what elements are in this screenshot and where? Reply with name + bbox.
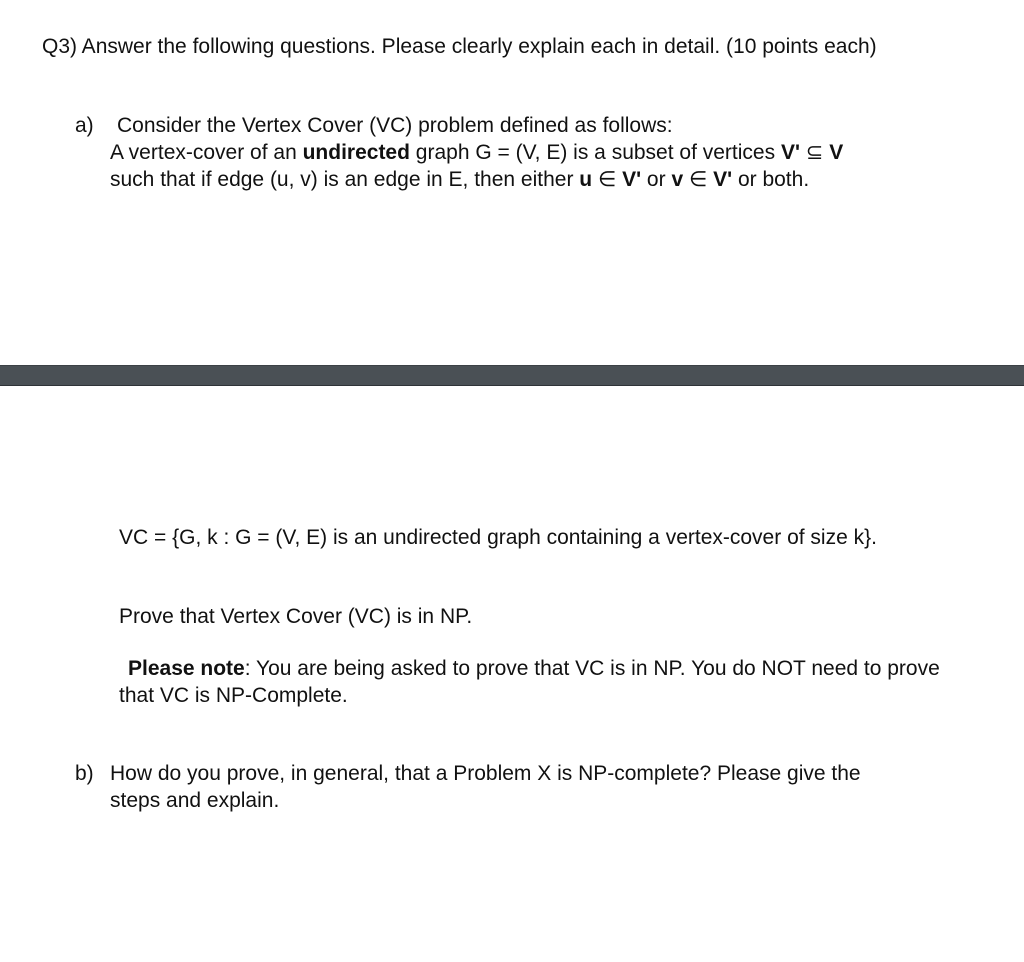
part-b-line-2: steps and explain. <box>110 789 280 812</box>
def-text: A vertex-cover of an <box>110 141 303 164</box>
vc-language-definition: VC = {G, k : G = (V, E) is an undirected graph containing a vertex-cover of size k}. <box>119 526 877 549</box>
part-a-marker: a) <box>75 114 94 137</box>
vertex-cover-definition-line-2 <box>110 166 990 193</box>
part-b-marker: b) <box>75 762 94 785</box>
def-bold-v: V <box>829 141 844 164</box>
def-text: or both. <box>732 168 810 191</box>
part-a-intro <box>75 112 975 139</box>
element-of-symbol: ∈ <box>683 168 714 191</box>
def-bold-undirected: undirected <box>302 141 410 164</box>
please-note <box>119 655 949 709</box>
subset-symbol: ⊆ <box>799 141 830 164</box>
prove-statement: Prove that Vertex Cover (VC) is in NP. <box>119 605 473 628</box>
part-b-question <box>75 760 955 814</box>
please-note-label: Please note <box>128 657 245 680</box>
def-bold-v: v <box>671 168 684 191</box>
question-header: Q3) Answer the following questions. Please clearly explain each in detail. (10 points each) <box>42 35 877 58</box>
part-a-intro-text: Consider the Vertex Cover (VC) problem defined as follows: <box>117 114 673 137</box>
def-text: such that if edge (u, v) is an edge in E, then either <box>110 168 580 191</box>
element-of-symbol: ∈ <box>592 168 623 191</box>
def-text: or <box>641 168 672 191</box>
def-bold-vprime: V' <box>780 141 800 164</box>
def-bold-vprime: V' <box>622 168 642 191</box>
page-divider <box>0 365 1024 386</box>
def-text: graph G = (V, E) is a subset of vertices <box>409 141 781 164</box>
please-note-text: : You are being asked to prove that VC is in NP. You do NOT need to prove that VC is NP-Complete. <box>119 657 940 707</box>
part-b-line-1: How do you prove, in general, that a Problem X is NP-complete? Please give the <box>110 762 861 785</box>
def-bold-u: u <box>579 168 593 191</box>
def-bold-vprime: V' <box>713 168 733 191</box>
vertex-cover-definition-line-1 <box>110 139 990 166</box>
